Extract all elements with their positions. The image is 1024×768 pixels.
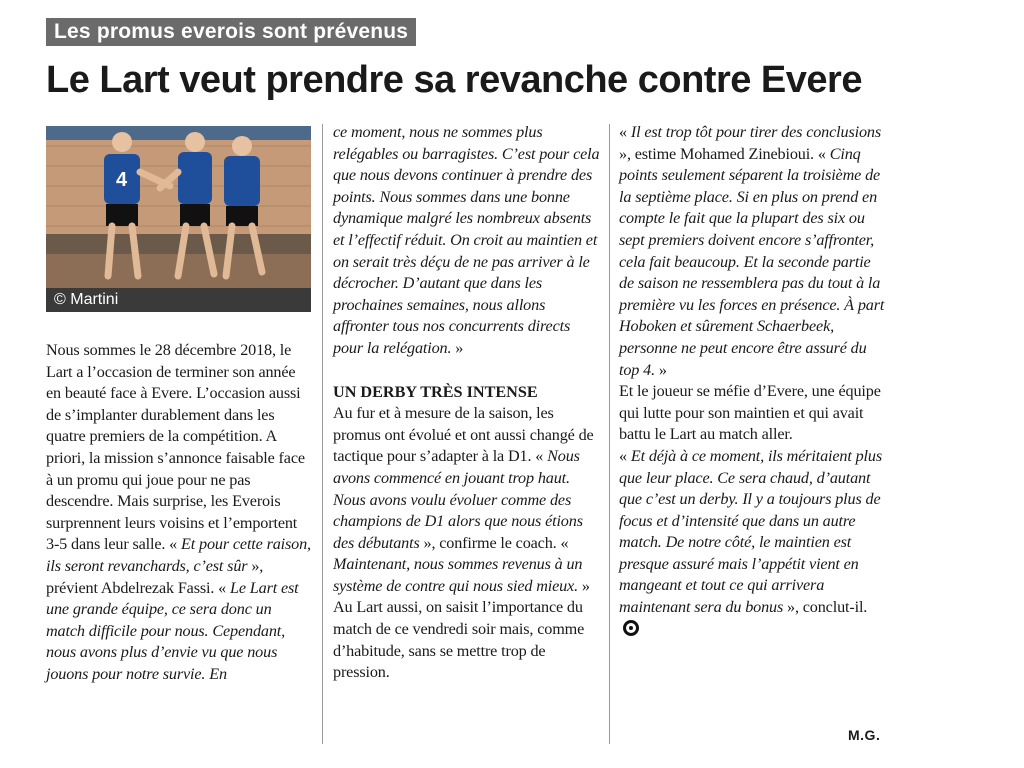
futsal-players-illustration [46, 126, 311, 312]
paragraph: Au fur et à mesure de la saison, les promus ont évolué et ont aussi changé de tactique pour s’adapter à la D1. « Nous avons commencé en jouant trop haut. Nous avons voulu évoluer comme des champions de D1 alors que nous étions des débutants », confirme le coach. « Maintenant, nous sommes revenus à un système de contre qui nous sied mieux. » [333, 404, 594, 595]
paragraph: Et le joueur se méfie d’Evere, une équipe qui lutte pour son maintien et qui avait battu le Lart au match aller. [619, 382, 881, 444]
paragraph: « Il est trop tôt pour tirer des conclusions », estime Mohamed Zinebioui. « Cinq points seulement séparent la troisième de la septième place. Si en plus on prend en compte le fait que la plupart des six ou sept premiers doivent encore s’affronter, cela fait beaucoup. Et la seconde partie de saison ne ressemblera pas du tout à la première vu les forces en présence. À part Hoboken et sûrement Schaerbeek, personne ne peut encore être assuré du top 4. » [619, 123, 885, 379]
paragraph: Nous sommes le 28 décembre 2018, le Lart a l’occasion de terminer son année en beauté face à Evere. L’occasion aussi de s’implanter durablement dans les quatre premiers de la compétition. A priori, la mission s’annonce faisable face à un promu qui joue pour ne pas descendre. Mais surprise, les Everois surprennent leurs voisins et l’emportent 3-5 dans leur salle. « Et pour cette raison, ils seront revanchards, c’est sûr », prévient Abdelrezak Fassi. « Le Lart est une grande équipe, ce sera donc un match difficile pour nous. Cependant, nous avons plus d’envie vu que nous jouons pour notre survie. En [46, 341, 311, 683]
byline: M.G. [848, 727, 881, 743]
svg-text:4: 4 [116, 169, 128, 191]
paragraph: ce moment, nous ne sommes plus relégables ou barragistes. C’est pour cela que nous devons continuer à prendre des points. Nous sommes dans une bonne dynamique malgré les nombreux absents et l’effectif réduit. On croit au maintien et on serait très déçu de ne pas arriver à le décrocher. D’autant que dans les prochaines semaines, nous allons affronter tous nos concurrents directs pour la relégation. » [333, 123, 600, 357]
article-column-2 [333, 122, 601, 684]
end-of-article-icon [623, 620, 639, 636]
kicker: Les promus everois sont prévenus [46, 18, 416, 46]
article-photo [46, 126, 311, 312]
headline: Le Lart veut prendre sa revanche contre Evere [46, 59, 862, 101]
photo-credit: © Martini [46, 288, 311, 312]
subheading: UN DERBY TRÈS INTENSE [333, 382, 538, 401]
column-rule [609, 124, 610, 744]
paragraph: « Et déjà à ce moment, ils méritaient plus que leur place. Ce sera chaud, d’autant que c’est un derby. Il y a toujours plus de focus et d’intensité que dans un autre match. De notre côté, le maintien est presque assuré mais l’appétit vient en mangeant et tout ce qui arrivera maintenant sera du bonus », conclut-il. [619, 446, 887, 640]
article-column-1 [46, 340, 314, 686]
paragraph: Au Lart aussi, on saisit l’importance du match de ce vendredi soir mais, comme d’habitude, sans se mettre trop de pression. [333, 598, 585, 682]
column-rule [322, 124, 323, 744]
article-column-3 [619, 122, 887, 640]
